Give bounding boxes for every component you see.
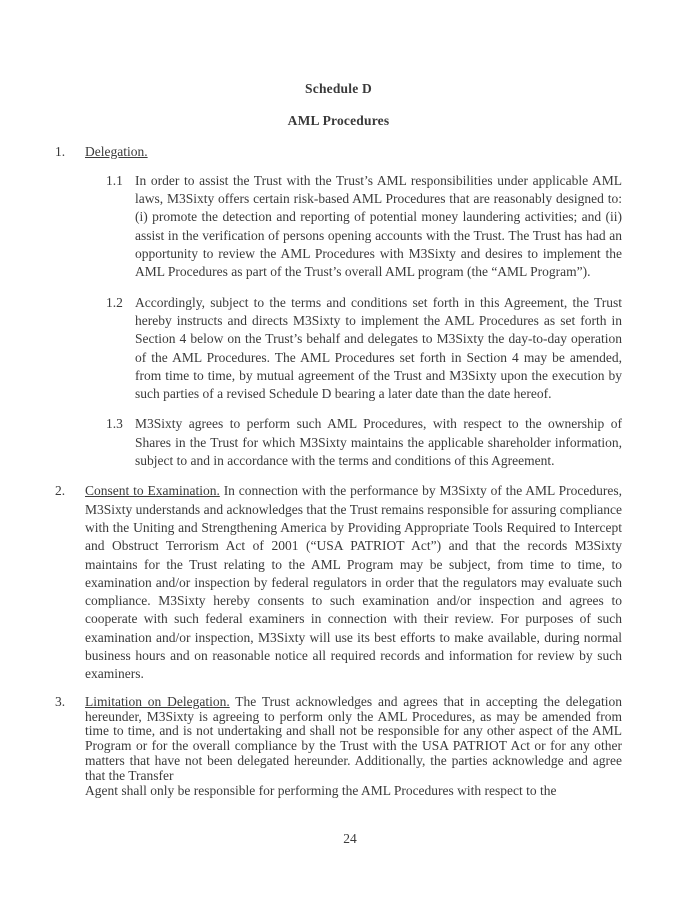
subsection-1-2 [55, 294, 622, 404]
subsection-text: Accordingly, subject to the terms and conditions set forth in this Agreement, the Trust hereby instructs and directs M3Sixty to implement the AML Procedures as set forth in Section 4 below on the Trust’s behalf and delegates to M3Sixty the day-to-day operation of the AML Procedures. The AML Procedures set forth in Section 4 may be amended, from time to time, by mutual agreement of the Trust and M3Sixty upon the execution by such parties of a revised Schedule D bearing a later date than the date hereof. [135, 294, 622, 402]
section-limitation-on-delegation [55, 695, 622, 799]
document-subheading: AML Procedures [287, 113, 390, 129]
section-body: The Trust acknowledges and agrees that in accepting the delegation hereunder, M3Sixty is agreeing to perform only the AML Procedures, as may be amended from time to time, and is not undertaking and shall not be responsible for any other aspect of the AML Program or for the overall compliance by the Trust with the USA PATRIOT Act or for any other matters that have not been delegated hereunder. Additionally, the parties acknowledge and agree that the Transfer [85, 693, 622, 784]
section-heading-wrap [85, 143, 622, 161]
section-body: In connection with the performance by M3Sixty of the AML Procedures, M3Sixty understands and acknowledges that the Trust remains responsible for assuring compliance with the Uniting and Strengthening America by Providing Appropriate Tools Required to Intercept and Obstruct Terrorism Act of 2001 (“USA PATRIOT Act”) and that the records M3Sixty maintains for the Trust relating to the AML Program may be subject, from time to time, to examination and/or inspection by federal regulators in order that the regulators may evaluate such compliance. M3Sixty hereby consents to such examination and/or inspection and agrees to cooperate with such federal examiners in connection with their review. For purposes of such examination and/or inspection, M3Sixty will use its best efforts to make available, during normal business hours and on reasonable notice all required records and information for review by such examiners. [85, 483, 623, 682]
section-text [85, 695, 622, 799]
subsection-1-1 [55, 172, 622, 282]
section-number: 3. [55, 693, 66, 709]
section-body-continued: Agent shall only be responsible for performing the AML Procedures with respect to the [85, 783, 557, 799]
section-heading: Limitation on Delegation. [85, 693, 230, 709]
schedule-heading: Schedule D [305, 81, 372, 96]
subsection-text: In order to assist the Trust with the Trust’s AML responsibilities under applicable AML laws, M3Sixty offers certain risk-based AML Procedures that are reasonably designed to: (i) promote the detection and reporting of potential money laundering activities; and (ii) assist in the verification of persons opening accounts with the Trust. The Trust has had an opportunity to review the AML Procedures with M3Sixty and desires to implement the AML Procedures as part of the Trust’s overall AML program (the “AML Program”). [135, 172, 622, 280]
subsection-text: M3Sixty agrees to perform such AML Procedures, with respect to the ownership of Shares in the Trust for which M3Sixty maintains the applicable shareholder information, subject to and in accordance with the terms and conditions of this Agreement. [135, 416, 622, 469]
section-number: 1. [55, 143, 66, 159]
subsection-number: 1.3 [106, 416, 123, 432]
section-heading: Consent to Examination. [85, 483, 220, 499]
section-number: 2. [55, 483, 66, 499]
subsection-number: 1.1 [106, 172, 123, 188]
section-text [85, 482, 622, 683]
page-number: 24 [343, 831, 357, 846]
section-delegation [55, 143, 622, 161]
subsection-number: 1.2 [106, 294, 123, 310]
section-heading: Delegation. [85, 143, 148, 159]
section-consent-to-examination [55, 482, 622, 683]
subsection-1-3 [55, 415, 622, 470]
